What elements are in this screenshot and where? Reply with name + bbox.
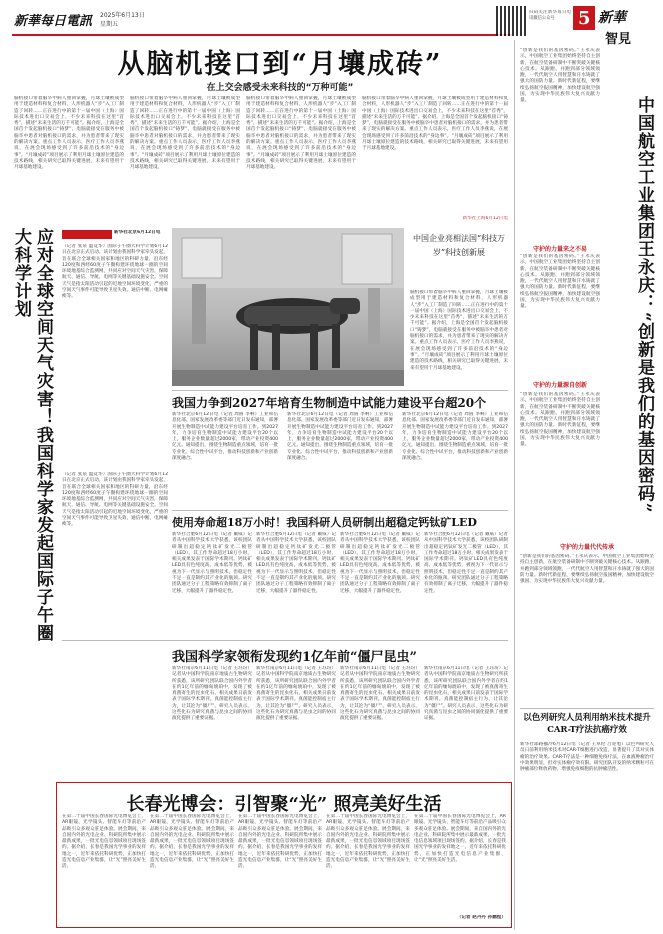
column-divider — [514, 40, 515, 930]
masthead — [14, 8, 274, 34]
article-4-col-4: 新华社南京6月11日电（记者 王珏玢）记者从中国科学院南京地质古生物研究所获悉，该所研究团队联合国内外学者在约1亿年前的缅甸琥珀中，发现了被真菌寄生的昆虫化石，相关成果日前发表于国际学术期刊。真菌能控制宿主行为，让其沦为“僵尸”。研究人员表示，这些化石为研究真菌与昆虫之间的协同演化提供了重要证据。 — [424, 666, 508, 722]
article-5-headline: 长春光博会：引智聚“光” 照亮美好生活 — [126, 794, 442, 815]
interview-sub-1: 守护的力量来之不易 — [532, 246, 587, 253]
interview-title: 中国航空工业集团王永庆：“创新是我们的基因密码” — [634, 96, 654, 514]
article-5-col-3: 在第二十届中国长春国际光电博览会上，AR眼镜、光学镜头、智能车灯等前沿产品吸引众多观众驻足体验。展会期间，来自国内外的光电企业、科研院所集中展示最新成果，一批光电信息领域项目现场签约。据介绍，长春是我国光学事业的发祥地之一，近年来依托科研优势，正加快打造光电信息产业集群，让“光”照亮美好生活。 — [238, 814, 322, 870]
sidebar-1-title: 应对全球空间天气灾害！我国科学家发起国际子午圈大科学计划 — [11, 228, 53, 642]
robot-dog-illustration — [172, 228, 404, 386]
divider — [520, 708, 654, 709]
interview-sub-2: 守护的力量源自创新 — [532, 382, 587, 389]
page-number: 5 — [578, 8, 591, 29]
lead-body-col-4: 脑机接口带着脑卒中病人重回掌握，月球土壤被成型用于建造材料和复合材料，人形机器人“步”入工厂制造了回转……正在进行中的第十一届中国（上海）国际技术进出口交易会上，不少未来科技在这里“首秀”，描述“未来生活的万千可能”。据介绍，上海是全国首个发起脑机接口“铸梦”，电脑就接受在服务中被脑卒中患者对脑机接口的需求，并为患者带来了现实的解决方案。重点工作人员表示，医疗工作人员李燕说，在展会现场感受到了许多前沿技术的“身边事”。“月壤成砖”项目展示了利用月球土壤原位建造的技术路线，相关研究已取得关键进展，未来有望用于月球基地建设。 — [362, 96, 508, 152]
interview-sub-3: 守护的力量代代传承 — [559, 544, 614, 551]
photo-caption-body: 脑机接口带着脑卒中病人重回掌握，月球土壤被成型用于建造材料和复合材料，人形机器人“步”入工厂制造了回转……正在进行中的第十一届中国（上海）国际技术进出口交易会上，不少未来科技在这里“首秀”，描述“未来生活的万千可能”。据介绍，上海是全国首个发起脑机接口“铸梦”，电脑就接受在服务中被脑卒中患者对脑机接口的需求，并为患者带来了现实的解决方案。重点工作人员表示，医疗工作人员李燕说，在展会现场感受到了许多前沿技术的“身边事”。“月壤成砖”项目展示了利用月球土壤原位建造的技术路线，相关研究已取得关键进展，未来有望用于月球基地建设。 — [410, 290, 508, 371]
article-3-col-2: 新华社合肥6月12日电（记者 戴威）记者从中国科学技术大学获悉，该校团队研制出超稳定钙钛矿发光二极管（LED），其工作寿命超过18万小时，相关成果发表于国际学术期刊。钙钛矿LED具有色纯度高、成本低等优势，被视为下一代显示与照明技术，但稳定性不足一直是制约其产业化的瓶颈。研究团队通过分子工程策略有效抑制了离子迁移，大幅提升了器件稳定性。 — [256, 532, 336, 594]
lead-subtitle: 在上交会感受未来科技的“万种可能” — [206, 83, 354, 93]
article-6-headline: 以色列研究人员利用纳米技术提升CAR-T疗法抗癌疗效 — [523, 713, 651, 735]
article-4-col-2: 新华社南京6月11日电（记者 王珏玢）记者从中国科学院南京地质古生物研究所获悉，该所研究团队联合国内外学者在约1亿年前的缅甸琥珀中，发现了被真菌寄生的昆虫化石，相关成果日前发表于国际学术期刊。真菌能控制宿主行为，让其沦为“僵尸”。研究人员表示，这些化石为研究真菌与昆虫之间的协同演化提供了重要证据。 — [256, 666, 336, 722]
article-2-col-3: 新华社北京6月12日电（记者 周圆 李响）工业和信息化部、国家发展改革委等部门近日发布通知，部署开展生物制造中试能力建设平台培育工作。到2027年，力争培育生物制造中试能力建设平台20个以上，服务企业数量超过2000家，带动产业投资400亿元。通知提出，围绕生物制造重点领域，培育一批专业化、综合性中试平台，推动科技创新和产业创新深度融合。 — [402, 412, 508, 462]
sidebar-1-kicker-box — [62, 230, 112, 239]
newspaper-logo: 新華每日電訊 — [14, 14, 93, 29]
section-brand: 新華 — [598, 10, 626, 26]
article-4-col-3: 新华社南京6月11日电（记者 王珏玢）记者从中国科学院南京地质古生物研究所获悉，该所研究团队联合国内外学者在约1亿年前的缅甸琥珀中，发现了被真菌寄生的昆虫化石，相关成果日前发表于国际学术期刊。真菌能控制宿主行为，让其沦为“僵尸”。研究人员表示，这些化石为研究真菌与昆虫之间的协同演化提供了重要证据。 — [340, 666, 420, 722]
interview-body-1: “创新是我们的基因密码。”王永庆表示，中国航空工业集团始终坚持自主创新，在航空装备研制中不断突破关键核心技术。从跟跑、并跑到部分领域领跑，一代代航空人用智慧和汗水铸就了强大的国防力量。新时代新征程，要继续弘扬航空报国精神，加快建设航空强国，为实现中华民族伟大复兴贡献力量。 — [520, 254, 600, 310]
article-4-headline: 我国科学家领衔发现约1亿年前“僵尸昆虫” — [172, 650, 418, 665]
sidebar-1-body-a: （记者 张泉 温竞华）国际子午圈大科学计划6月12日在北京正式启动。该计划由我国科学家牵头发起，旨在联合全球相关国家和地区的科研力量，沿东经120度和西经60度子午圈构建环绕地球一圈的空间环境地基综合监测网，共同应对空间天气灾害，保障航天、通信、导航、电网等关键基础设施安全。空间天气是指太阳活动引起的近地空间环境变化，严重的空间天气事件可能导致卫星失效、通信中断、电网瘫痪等。 — [62, 244, 168, 300]
article-4-col-1: 新华社南京6月11日电（记者 王珏玢）记者从中国科学院南京地质古生物研究所获悉，该所研究团队联合国内外学者在约1亿年前的缅甸琥珀中，发现了被真菌寄生的昆虫化石，相关成果日前发表于国际学术期刊。真菌能控制宿主行为，让其沦为“僵尸”。研究人员表示，这些化石为研究真菌与昆虫之间的协同演化提供了重要证据。 — [172, 666, 252, 722]
article-3-col-4: 新华社合肥6月12日电（记者 戴威）记者从中国科学技术大学获悉，该校团队研制出超稳定钙钛矿发光二极管（LED），其工作寿命超过18万小时，相关成果发表于国际学术期刊。钙钛矿LED具有色纯度高、成本低等优势，被视为下一代显示与照明技术，但稳定性不足一直是制约其产业化的瓶颈。研究团队通过分子工程策略有效抑制了离子迁移，大幅提升了器件稳定性。 — [424, 532, 508, 594]
interview-body-3: “创新是我们的基因密码。”王永庆表示，中国航空工业集团始终坚持自主创新，在航空装备研制中不断突破关键核心技术。从跟跑、并跑到部分领域领跑，一代代航空人用智慧和汗水铸就了强大的国防力量。新时代新征程，要继续弘扬航空报国精神，加快建设航空强国，为实现中华民族伟大复兴贡献力量。 — [520, 554, 654, 585]
article-5-col-5: 在第二十届中国长春国际光电博览会上，AR眼镜、光学镜头、智能车灯等前沿产品吸引众多观众驻足体验。展会期间，来自国内外的光电企业、科研院所集中展示最新成果，一批光电信息领域项目现场签约。据介绍，长春是我国光学事业的发祥地之一，近年来依托科研优势，正加快打造光电信息产业集群，让“光”照亮美好生活。 — [414, 814, 506, 864]
article-2-col-2: 新华社北京6月12日电（记者 周圆 李响）工业和信息化部、国家发展改革委等部门近日发布通知，部署开展生物制造中试能力建设平台培育工作。到2027年，力争培育生物制造中试能力建设平台20个以上，服务企业数量超过2000家，带动产业投资400亿元。通知提出，围绕生物制造重点领域，培育一批专业化、综合性中试平台，推动科技创新和产业创新深度融合。 — [287, 412, 393, 462]
article-5-col-4: 在第二十届中国长春国际光电博览会上，AR眼镜、光学镜头、智能车灯等前沿产品吸引众多观众驻足体验。展会期间，来自国内外的光电企业、科研院所集中展示最新成果，一批光电信息领域项目现场签约。据介绍，长春是我国光学事业的发祥地之一，近年来依托科研优势，正加快打造光电信息产业集群，让“光”照亮美好生活。 — [326, 814, 410, 870]
article-3-col-1: 新华社合肥6月12日电（记者 戴威）记者从中国科学技术大学获悉，该校团队研制出超稳定钙钛矿发光二极管（LED），其工作寿命超过18万小时，相关成果发表于国际学术期刊。钙钛矿LED具有色纯度高、成本低等优势，被视为下一代显示与照明技术，但稳定性不足一直是制约其产业化的瓶颈。研究团队通过分子工程策略有效抑制了离子迁移，大幅提升了器件稳定性。 — [172, 532, 252, 594]
lead-body-col-1: 脑机接口带着脑卒中病人重回掌握，月球土壤被成型用于建造材料和复合材料，人形机器人“步”入工厂制造了回转……正在进行中的第十一届中国（上海）国际技术进出口交易会上，不少未来科技在这里“首秀”，描述“未来生活的万千可能”。据介绍，上海是全国首个发起脑机接口“铸梦”，电脑就接受在服务中被脑卒中患者对脑机接口的需求，并为患者带来了现实的解决方案。重点工作人员表示，医疗工作人员李燕说，在展会现场感受到了许多前沿技术的“身边事”。“月壤成砖”项目展示了利用月球土壤原位建造的技术路线，相关研究已取得关键进展，未来有望用于月球基地建设。 — [14, 96, 124, 171]
article-6-body: 新华社耶路撒冷6月12日电（记者 王卓伦 吕迎旭）以色列研究人员日前利用纳米技术对CAR-T细胞进行改造，显著提升了其对实体瘤的治疗效果。CAR-T疗法是一种细胞免疫疗法，在血液肿瘤治疗中效果明显，但对实体瘤疗效有限。研究团队开发的纳米颗粒可在肿瘤部位释放药物，增强免疫细胞的抗肿瘤活性。 — [520, 742, 654, 773]
sidebar-1-kicker: 新华社北京6月12日电 — [114, 230, 161, 235]
top-red-rule — [12, 34, 512, 36]
sidebar-1-body-b: （记者 张泉 温竞华）国际子午圈大科学计划6月12日在北京正式启动。该计划由我国科学家牵头发起，旨在联合全球相关国家和地区的科研力量，沿东经120度和西经60度子午圈构建环绕地球一圈的空间环境地基综合监测网，共同应对空间天气灾害，保障航天、通信、导航、电网等关键基础设施安全。空间天气是指太阳活动引起的近地空间环境变化，严重的空间天气事件可能导致卫星失效、通信中断、电网瘫痪等。 — [62, 472, 168, 528]
article-5-byline: （记者 赵丹丹 孙鹏程） — [456, 915, 506, 920]
lead-body-col-2: 脑机接口带着脑卒中病人重回掌握，月球土壤被成型用于建造材料和复合材料，人形机器人“步”入工厂制造了回转……正在进行中的第十一届中国（上海）国际技术进出口交易会上，不少未来科技在这里“首秀”，描述“未来生活的万千可能”。据介绍，上海是全国首个发起脑机接口“铸梦”，电脑就接受在服务中被脑卒中患者对脑机接口的需求，并为患者带来了现实的解决方案。重点工作人员表示，医疗工作人员李燕说，在展会现场感受到了许多前沿技术的“身边事”。“月壤成砖”项目展示了利用月球土壤原位建造的技术路线，相关研究已取得关键进展，未来有望用于月球基地建设。 — [130, 96, 240, 171]
interview-body-2: “创新是我们的基因密码。”王永庆表示，中国航空工业集团始终坚持自主创新，在航空装备研制中不断突破关键核心技术。从跟跑、并跑到部分领域领跑，一代代航空人用智慧和汗水铸就了强大的国防力量。新时代新征程，要继续弘扬航空报国精神，加快建设航空强国，为实现中华民族伟大复兴贡献力量。 — [520, 392, 600, 448]
article-3-headline: 使用寿命超18万小时！我国科研人员研制出超稳定钙钛矿LED — [172, 516, 477, 529]
article-2-headline: 我国力争到2027年培育生物制造中试能力建设平台超20个 — [172, 396, 487, 410]
article-2-col-1: 新华社北京6月12日电（记者 周圆 李响）工业和信息化部、国家发展改革委等部门近日发布通知，部署开展生物制造中试能力建设平台培育工作。到2027年，力争培育生物制造中试能力建设平台20个以上，服务企业数量超过2000家，带动产业投资400亿元。通知提出，围绕生物制造重点领域，培育一批专业化、综合性中试平台，推动科技创新和产业创新深度融合。 — [172, 412, 278, 462]
photo-caption-title: 中国企业亮相法国“科技万岁”科技创新展 — [412, 234, 506, 257]
robot-dog-photo — [172, 228, 404, 386]
issue-date: 2025年6月13日 — [100, 12, 145, 19]
article-3-col-3: 新华社合肥6月12日电（记者 戴威）记者从中国科学技术大学获悉，该校团队研制出超稳定钙钛矿发光二极管（LED），其工作寿命超过18万小时，相关成果发表于国际学术期刊。钙钛矿LED具有色纯度高、成本低等优势，被视为下一代显示与照明技术，但稳定性不足一直是制约其产业化的瓶颈。研究团队通过分子工程策略有效抑制了离子迁移，大幅提升了器件稳定性。 — [340, 532, 420, 594]
article-5-col-2: 在第二十届中国长春国际光电博览会上，AR眼镜、光学镜头、智能车灯等前沿产品吸引众多观众驻足体验。展会期间，来自国内外的光电企业、科研院所集中展示最新成果，一批光电信息领域项目现场签约。据介绍，长春是我国光学事业的发祥地之一，近年来依托科研优势，正加快打造光电信息产业集群，让“光”照亮美好生活。 — [150, 814, 234, 870]
issue-weekday: 星期五 — [100, 21, 119, 28]
qr-box — [496, 6, 526, 36]
lead-body-col-3: 脑机接口带着脑卒中病人重回掌握，月球土壤被成型用于建造材料和复合材料，人形机器人“步”入工厂制造了回转……正在进行中的第十一届中国（上海）国际技术进出口交易会上，不少未来科技在这里“首秀”，描述“未来生活的万千可能”。据介绍，上海是全国首个发起脑机接口“铸梦”，电脑就接受在服务中被脑卒中患者对脑机接口的需求，并为患者带来了现实的解决方案。重点工作人员表示，医疗工作人员李燕说，在展会现场感受到了许多前沿技术的“身边事”。“月壤成砖”项目展示了利用月球土壤原位建造的技术路线，相关研究已取得关键进展，未来有望用于月球基地建设。 — [246, 96, 356, 171]
divider — [62, 640, 508, 641]
section-name: 智見 — [605, 32, 632, 47]
divider — [172, 390, 508, 391]
section-badge — [573, 6, 653, 46]
lead-byline: 新华社上海6月12日电 — [462, 216, 508, 221]
lead-headline: 从脑机接口到“月壤成砖” — [117, 49, 443, 80]
article-5-col-1: 在第二十届中国长春国际光电博览会上，AR眼镜、光学镜头、智能车灯等前沿产品吸引众多观众驻足体验。展会期间，来自国内外的光电企业、科研院所集中展示最新成果，一批光电信息领域项目现场签约。据介绍，长春是我国光学事业的发祥地之一，近年来依托科研优势，正加快打造光电信息产业集群，让“光”照亮美好生活。 — [62, 814, 146, 870]
qr-note: 扫码关注新华每日电讯微信公众号 — [529, 10, 571, 21]
interview-body-top: “创新是我们的基因密码。”王永庆表示，中国航空工业集团始终坚持自主创新，在航空装备研制中不断突破关键核心技术。从跟跑、并跑到部分领域领跑，一代代航空人用智慧和汗水铸就了强大的国防力量。新时代新征程，要继续弘扬航空报国精神，加快建设航空强国，为实现中华民族伟大复兴贡献力量。 — [520, 48, 600, 104]
divider — [172, 510, 508, 511]
